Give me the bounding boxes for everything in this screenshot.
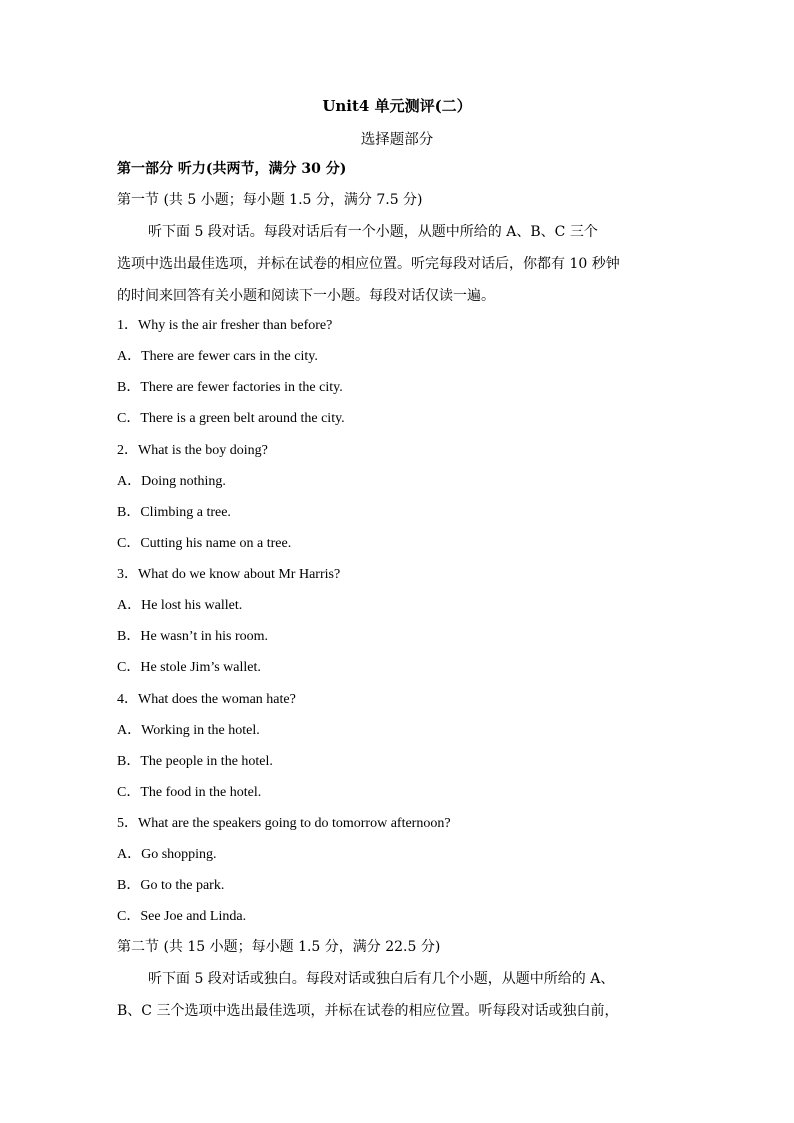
question-4-option-c: C．The food in the hotel.	[117, 785, 262, 800]
section2-instruction-line: B、C 三个选项中选出最佳选项，并标在试卷的相应位置。听每段对话或独白前，	[117, 1003, 619, 1019]
question-5-option-a: A．Go shopping.	[117, 847, 217, 862]
part1-heading: 第一部分 听力(共两节，满分 30 分)	[117, 161, 347, 177]
question-4-option-b: B．The people in the hotel.	[117, 754, 273, 769]
section2-heading: 第二节 (共 15 小题；每小题 1.5 分，满分 22.5 分)	[117, 939, 441, 955]
question-2-option-c: C．Cutting his name on a tree.	[117, 536, 292, 551]
section1-heading: 第一节 (共 5 小题；每小题 1.5 分，满分 7.5 分)	[117, 192, 423, 208]
question-3-option-b: B．He wasn’t in his room.	[117, 629, 269, 644]
question-1-option-b: B．There are fewer factories in the city.	[117, 380, 343, 395]
question-2-option-a: A．Doing nothing.	[117, 474, 226, 489]
question-5-option-c: C．See Joe and Linda.	[117, 909, 247, 924]
question-2: 2．What is the boy doing?	[117, 443, 268, 458]
section1-instruction-line: 选项中选出最佳选项，并标在试卷的相应位置。听完每段对话后，你都有 10 秒钟	[117, 256, 620, 272]
question-1-option-c: C．There is a green belt around the city.	[117, 411, 345, 426]
question-3-option-c: C．He stole Jim’s wallet.	[117, 660, 261, 675]
question-5-option-b: B．Go to the park.	[117, 878, 225, 893]
section2-instruction-line: 听下面 5 段对话或独白。每段对话或独白后有几个小题，从题中所给的 A、	[148, 971, 615, 987]
question-4: 4．What does the woman hate?	[117, 692, 296, 707]
page-subtitle: 选择题部分	[360, 132, 434, 148]
question-5: 5．What are the speakers going to do tomorrow afternoon?	[117, 816, 451, 831]
page-title: Unit4 单元测评(二）	[322, 97, 472, 115]
question-1: 1．Why is the air fresher than before?	[117, 318, 333, 333]
question-3: 3．What do we know about Mr Harris?	[117, 567, 341, 582]
question-1-option-a: A．There are fewer cars in the city.	[117, 349, 318, 364]
section1-instruction-line: 的时间来回答有关小题和阅读下一小题。每段对话仅读一遍。	[117, 288, 495, 304]
question-2-option-b: B．Climbing a tree.	[117, 505, 231, 520]
question-4-option-a: A．Working in the hotel.	[117, 723, 260, 738]
question-3-option-a: A．He lost his wallet.	[117, 598, 243, 613]
section1-instruction-line: 听下面 5 段对话。每段对话后有一个小题，从题中所给的 A、B、C 三个	[148, 224, 598, 240]
